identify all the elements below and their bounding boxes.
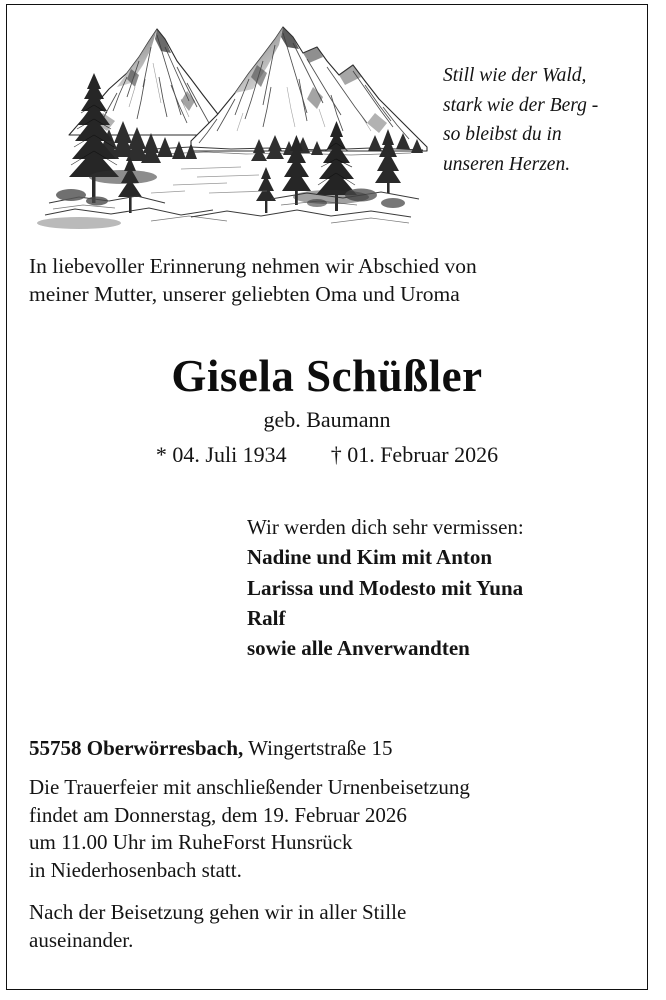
obituary-notice: [6, 4, 648, 990]
mourners-block: [29, 512, 625, 663]
closing-line-1: Nach der Beisetzung gehen wir in aller Stille: [29, 899, 407, 924]
verse-line-3: so bleibst du in: [443, 124, 562, 146]
introduction-text: [29, 253, 625, 309]
death-date: † 01. Februar 2026: [330, 442, 499, 468]
birth-date: * 04. Juli 1934: [155, 442, 287, 468]
ceremony-line-1: Die Trauerfeier mit anschließender Urnenbeisetzung: [29, 775, 470, 800]
foreground-ground: [37, 170, 419, 229]
funeral-details: [29, 735, 625, 954]
verse-line-1: Still wie der Wald,: [443, 65, 587, 86]
address-line: [29, 735, 625, 763]
intro-line-2: meiner Mutter, unserer geliebten Oma und Uroma: [29, 281, 460, 306]
maiden-name: geb. Baumann: [263, 407, 391, 433]
deceased-block: [29, 350, 625, 468]
address-street: Wingertstraße 15: [248, 736, 393, 761]
intro-line-1: In liebevoller Erinnerung nehmen wir Abschied von: [29, 254, 477, 278]
address-place: 55758 Oberwörresbach,: [29, 736, 244, 761]
right-mountain: [191, 27, 427, 151]
mourner-line-4: sowie alle Anverwandten: [247, 636, 470, 661]
ceremony-info: [29, 774, 625, 885]
ceremony-line-3: um 11.00 Uhr im RuheForst Hunsrück: [29, 830, 353, 855]
water-ripples: [151, 167, 267, 193]
closing-note: [29, 899, 625, 954]
closing-line-2: auseinander.: [29, 927, 134, 952]
mourner-line-2: Larissa und Modesto mit Yuna: [247, 575, 524, 600]
deceased-name: Gisela Schüßler: [171, 350, 483, 401]
life-dates: [29, 442, 625, 468]
header-area: [29, 15, 625, 237]
memorial-verse: [443, 61, 663, 180]
mourner-line-3: Ralf: [247, 605, 286, 630]
ceremony-line-2: findet am Donnerstag, dem 19. Februar 2026: [29, 802, 407, 827]
mountain-landscape-illustration: [31, 17, 431, 235]
small-left-fir: [118, 157, 142, 213]
ceremony-line-4: in Niederhosenbach statt.: [29, 858, 242, 883]
notice-inner: [7, 5, 647, 989]
mourners-lead: Wir werden dich sehr vermissen:: [247, 515, 524, 540]
mourner-line-1: Nadine und Kim mit Anton: [247, 545, 493, 570]
verse-line-2: stark wie der Berg -: [443, 94, 599, 116]
verse-line-4: unseren Herzen.: [443, 153, 571, 175]
